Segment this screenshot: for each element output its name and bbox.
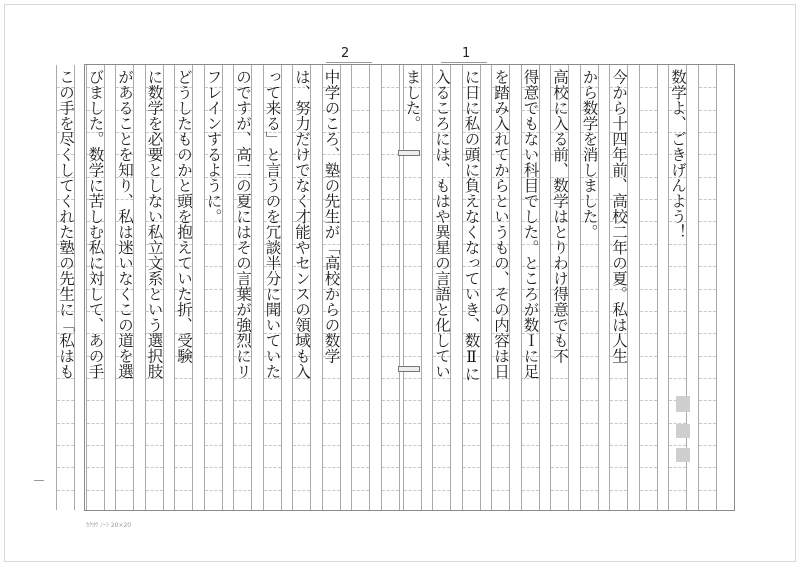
grid-cell-divider bbox=[264, 423, 281, 424]
grid-cell-divider bbox=[640, 445, 657, 446]
grid-cell-divider bbox=[352, 221, 369, 222]
grid-cell-divider bbox=[699, 244, 716, 245]
grid-cell-divider bbox=[640, 110, 657, 111]
grid-cell-divider bbox=[87, 445, 104, 446]
grid-cell-divider bbox=[669, 490, 686, 491]
grid-cell-divider bbox=[581, 244, 598, 245]
grid-cell-divider bbox=[352, 311, 369, 312]
grid-cell-divider bbox=[382, 445, 399, 446]
grid-cell-divider bbox=[382, 199, 399, 200]
manuscript-line: フレインするように。 bbox=[204, 69, 223, 224]
redacted-name-block bbox=[676, 424, 690, 438]
grid-cell-divider bbox=[699, 177, 716, 178]
grid-cell-divider bbox=[610, 445, 627, 446]
grid-cell-divider bbox=[404, 132, 421, 133]
grid-cell-divider bbox=[640, 87, 657, 88]
grid-cell-divider bbox=[610, 467, 627, 468]
grid-cell-divider bbox=[146, 445, 163, 446]
grid-cell-divider bbox=[205, 311, 222, 312]
binding-mark-top bbox=[398, 150, 420, 156]
grid-cell-divider bbox=[175, 490, 192, 491]
manuscript-line: びました。数学に苦しむ私に対して、あの手 bbox=[86, 69, 105, 379]
grid-cell-divider bbox=[146, 490, 163, 491]
grid-cell-divider bbox=[551, 400, 568, 401]
grid-cell-divider bbox=[116, 423, 133, 424]
grid-cell-divider bbox=[463, 423, 480, 424]
manuscript-line: を踏み入れてからというもの、その内容は日 bbox=[492, 69, 510, 379]
grid-cell-divider bbox=[293, 423, 310, 424]
grid-cell-divider bbox=[699, 311, 716, 312]
grid-cell-divider bbox=[581, 266, 598, 267]
grid-cell-divider bbox=[352, 445, 369, 446]
grid-cell-divider bbox=[640, 221, 657, 222]
grid-cell-divider bbox=[87, 467, 104, 468]
grid-cell-divider bbox=[669, 356, 686, 357]
manuscript-line: ました。 bbox=[403, 69, 422, 131]
grid-cell-divider bbox=[352, 244, 369, 245]
grid-cell-divider bbox=[205, 356, 222, 357]
grid-cell-divider bbox=[640, 244, 657, 245]
grid-cell-divider bbox=[404, 445, 421, 446]
grid-cell-divider bbox=[492, 423, 509, 424]
grid-cell-divider bbox=[382, 356, 399, 357]
grid-cell-divider bbox=[581, 289, 598, 290]
manuscript-grid bbox=[57, 64, 735, 511]
grid-cell-divider bbox=[433, 490, 450, 491]
grid-cell-divider bbox=[382, 289, 399, 290]
grid-cell-divider bbox=[669, 311, 686, 312]
grid-cell-divider bbox=[382, 266, 399, 267]
grid-cell-divider bbox=[404, 400, 421, 401]
grid-cell-divider bbox=[57, 490, 74, 491]
grid-cell-divider bbox=[699, 467, 716, 468]
grid-cell-divider bbox=[352, 423, 369, 424]
grid-cell-divider bbox=[57, 400, 74, 401]
grid-cell-divider bbox=[382, 177, 399, 178]
grid-cell-divider bbox=[610, 400, 627, 401]
grid-cell-divider bbox=[699, 199, 716, 200]
grid-cell-divider bbox=[640, 289, 657, 290]
grid-cell-divider bbox=[699, 378, 716, 379]
grid-cell-divider bbox=[323, 378, 340, 379]
grid-cell-divider bbox=[699, 266, 716, 267]
footer-text: ｶｸﾖｳ ﾉｰﾄ 20×20 bbox=[86, 522, 132, 529]
grid-cell-divider bbox=[323, 400, 340, 401]
manuscript-line: 今から十四年前、高校二年の夏。私は人生 bbox=[610, 69, 628, 364]
grid-cell-divider bbox=[205, 244, 222, 245]
grid-cell-divider bbox=[382, 154, 399, 155]
grid-cell-divider bbox=[382, 490, 399, 491]
grid-cell-divider bbox=[581, 333, 598, 334]
grid-cell-divider bbox=[492, 490, 509, 491]
grid-cell-divider bbox=[116, 467, 133, 468]
grid-cell-divider bbox=[352, 177, 369, 178]
manuscript-line: どうしたものかと頭を抱えていた折、受験 bbox=[175, 69, 193, 364]
grid-cell-divider bbox=[234, 490, 251, 491]
page-number-underline-right bbox=[441, 62, 487, 63]
grid-cell-divider bbox=[404, 199, 421, 200]
grid-column bbox=[351, 65, 370, 510]
grid-cell-divider bbox=[581, 445, 598, 446]
grid-cell-divider bbox=[264, 467, 281, 468]
grid-cell-divider bbox=[234, 400, 251, 401]
grid-cell-divider bbox=[640, 333, 657, 334]
manuscript-line: に日に私の頭に負えなくなっていき、数Ⅱに bbox=[462, 69, 481, 382]
grid-cell-divider bbox=[352, 490, 369, 491]
grid-cell-divider bbox=[205, 289, 222, 290]
grid-cell-divider bbox=[352, 199, 369, 200]
page-number-underline-left bbox=[326, 62, 372, 63]
grid-cell-divider bbox=[382, 244, 399, 245]
grid-cell-divider bbox=[264, 400, 281, 401]
grid-cell-divider bbox=[404, 333, 421, 334]
grid-cell-divider bbox=[640, 490, 657, 491]
grid-cell-divider bbox=[463, 467, 480, 468]
grid-cell-divider bbox=[492, 445, 509, 446]
grid-cell-divider bbox=[699, 333, 716, 334]
grid-cell-divider bbox=[205, 378, 222, 379]
grid-cell-divider bbox=[352, 333, 369, 334]
grid-cell-divider bbox=[146, 400, 163, 401]
grid-cell-divider bbox=[581, 356, 598, 357]
manuscript-line: 数学よ、ごきげんよう！ bbox=[669, 69, 687, 240]
manuscript-line: 中学のころ、塾の先生が「高校からの数学 bbox=[322, 69, 341, 364]
grid-cell-divider bbox=[669, 445, 686, 446]
grid-cell-divider bbox=[640, 266, 657, 267]
grid-cell-divider bbox=[581, 423, 598, 424]
grid-cell-divider bbox=[352, 289, 369, 290]
grid-cell-divider bbox=[404, 467, 421, 468]
grid-cell-divider bbox=[522, 423, 539, 424]
grid-cell-divider bbox=[699, 87, 716, 88]
grid-cell-divider bbox=[640, 132, 657, 133]
grid-cell-divider bbox=[352, 154, 369, 155]
grid-cell-divider bbox=[551, 490, 568, 491]
grid-cell-divider bbox=[382, 467, 399, 468]
grid-cell-divider bbox=[492, 400, 509, 401]
grid-cell-divider bbox=[640, 423, 657, 424]
grid-cell-divider bbox=[699, 400, 716, 401]
grid-cell-divider bbox=[382, 132, 399, 133]
grid-cell-divider bbox=[699, 490, 716, 491]
grid-cell-divider bbox=[57, 467, 74, 468]
grid-cell-divider bbox=[404, 266, 421, 267]
grid-cell-divider bbox=[699, 221, 716, 222]
grid-cell-divider bbox=[404, 378, 421, 379]
grid-cell-divider bbox=[669, 244, 686, 245]
grid-cell-divider bbox=[352, 378, 369, 379]
manuscript-line: この手を尽くしてくれた塾の先生に「私はも bbox=[57, 69, 75, 379]
grid-cell-divider bbox=[382, 311, 399, 312]
grid-cell-divider bbox=[146, 423, 163, 424]
grid-cell-divider bbox=[610, 423, 627, 424]
grid-cell-divider bbox=[610, 378, 627, 379]
grid-cell-divider bbox=[669, 333, 686, 334]
grid-cell-divider bbox=[463, 445, 480, 446]
grid-cell-divider bbox=[581, 467, 598, 468]
grid-cell-divider bbox=[87, 400, 104, 401]
grid-cell-divider bbox=[699, 132, 716, 133]
grid-cell-divider bbox=[352, 110, 369, 111]
manuscript-line: 得意でもない科目でした。ところが数Ｉに足 bbox=[521, 69, 540, 379]
grid-cell-divider bbox=[551, 423, 568, 424]
grid-cell-divider bbox=[581, 490, 598, 491]
grid-cell-divider bbox=[205, 266, 222, 267]
manuscript-line: があることを知り、私は迷いなくこの道を選 bbox=[116, 69, 134, 379]
grid-cell-divider bbox=[581, 400, 598, 401]
grid-cell-divider bbox=[669, 378, 686, 379]
grid-cell-divider bbox=[293, 490, 310, 491]
page-number-right: 1 bbox=[462, 46, 471, 61]
binding-mark-bottom bbox=[398, 366, 420, 372]
grid-cell-divider bbox=[234, 423, 251, 424]
grid-cell-divider bbox=[404, 244, 421, 245]
grid-cell-divider bbox=[175, 445, 192, 446]
grid-cell-divider bbox=[264, 490, 281, 491]
grid-cell-divider bbox=[669, 289, 686, 290]
grid-cell-divider bbox=[640, 467, 657, 468]
grid-cell-divider bbox=[352, 467, 369, 468]
grid-cell-divider bbox=[87, 490, 104, 491]
grid-cell-divider bbox=[404, 289, 421, 290]
grid-cell-divider bbox=[382, 221, 399, 222]
grid-cell-divider bbox=[352, 132, 369, 133]
grid-cell-divider bbox=[522, 400, 539, 401]
grid-cell-divider bbox=[205, 490, 222, 491]
grid-column bbox=[403, 65, 422, 510]
grid-cell-divider bbox=[234, 445, 251, 446]
grid-cell-divider bbox=[522, 467, 539, 468]
grid-cell-divider bbox=[492, 467, 509, 468]
grid-cell-divider bbox=[581, 311, 598, 312]
grid-cell-divider bbox=[382, 378, 399, 379]
grid-cell-divider bbox=[640, 378, 657, 379]
grid-cell-divider bbox=[433, 400, 450, 401]
grid-cell-divider bbox=[522, 490, 539, 491]
grid-cell-divider bbox=[116, 490, 133, 491]
grid-cell-divider bbox=[699, 289, 716, 290]
grid-cell-divider bbox=[640, 356, 657, 357]
redacted-name-block bbox=[676, 448, 690, 462]
grid-cell-divider bbox=[352, 87, 369, 88]
grid-cell-divider bbox=[433, 467, 450, 468]
grid-cell-divider bbox=[293, 445, 310, 446]
grid-cell-divider bbox=[116, 445, 133, 446]
manuscript-line: のですが、高二の夏にはその言葉が強烈にリ bbox=[234, 69, 252, 379]
grid-cell-divider bbox=[323, 490, 340, 491]
grid-cell-divider bbox=[382, 423, 399, 424]
grid-cell-divider bbox=[175, 467, 192, 468]
grid-cell-divider bbox=[205, 445, 222, 446]
grid-cell-divider bbox=[433, 423, 450, 424]
grid-cell-divider bbox=[175, 423, 192, 424]
manuscript-line: 高校に入る前、数学はとりわけ得意でも不 bbox=[551, 69, 569, 364]
grid-cell-divider bbox=[175, 378, 192, 379]
grid-cell-divider bbox=[699, 110, 716, 111]
grid-column bbox=[639, 65, 658, 510]
grid-cell-divider bbox=[146, 467, 163, 468]
redacted-name-block bbox=[676, 396, 690, 412]
grid-cell-divider bbox=[669, 266, 686, 267]
grid-cell-divider bbox=[404, 490, 421, 491]
grid-cell-divider bbox=[522, 445, 539, 446]
grid-cell-divider bbox=[293, 400, 310, 401]
grid-cell-divider bbox=[581, 378, 598, 379]
grid-cell-divider bbox=[699, 445, 716, 446]
grid-cell-divider bbox=[382, 110, 399, 111]
grid-cell-divider bbox=[205, 333, 222, 334]
grid-column bbox=[381, 65, 400, 510]
grid-cell-divider bbox=[205, 467, 222, 468]
grid-cell-divider bbox=[382, 333, 399, 334]
manuscript-line: 入るころには、もはや異星の言語と化してい bbox=[433, 69, 451, 379]
grid-cell-divider bbox=[382, 400, 399, 401]
grid-cell-divider bbox=[404, 311, 421, 312]
margin-tick bbox=[34, 480, 44, 481]
grid-cell-divider bbox=[463, 490, 480, 491]
grid-cell-divider bbox=[699, 356, 716, 357]
grid-cell-divider bbox=[352, 400, 369, 401]
grid-cell-divider bbox=[640, 177, 657, 178]
grid-cell-divider bbox=[57, 445, 74, 446]
grid-cell-divider bbox=[382, 87, 399, 88]
grid-cell-divider bbox=[640, 199, 657, 200]
grid-cell-divider bbox=[293, 467, 310, 468]
grid-cell-divider bbox=[57, 423, 74, 424]
grid-cell-divider bbox=[205, 423, 222, 424]
grid-cell-divider bbox=[205, 400, 222, 401]
manuscript-line: に数学を必要としない私立文系という選択肢 bbox=[145, 69, 164, 379]
grid-cell-divider bbox=[669, 467, 686, 468]
grid-cell-divider bbox=[551, 445, 568, 446]
grid-cell-divider bbox=[551, 467, 568, 468]
grid-cell-divider bbox=[433, 445, 450, 446]
grid-cell-divider bbox=[404, 356, 421, 357]
grid-cell-divider bbox=[323, 445, 340, 446]
grid-cell-divider bbox=[640, 154, 657, 155]
grid-cell-divider bbox=[404, 423, 421, 424]
page-number-left: 2 bbox=[341, 46, 350, 61]
grid-cell-divider bbox=[264, 445, 281, 446]
manuscript-line: から数学を消しました。 bbox=[580, 69, 599, 240]
grid-cell-divider bbox=[116, 400, 133, 401]
grid-cell-divider bbox=[699, 423, 716, 424]
grid-cell-divider bbox=[323, 467, 340, 468]
grid-cell-divider bbox=[234, 467, 251, 468]
grid-cell-divider bbox=[404, 221, 421, 222]
grid-cell-divider bbox=[640, 311, 657, 312]
grid-cell-divider bbox=[699, 154, 716, 155]
grid-cell-divider bbox=[551, 378, 568, 379]
grid-cell-divider bbox=[352, 356, 369, 357]
grid-cell-divider bbox=[87, 423, 104, 424]
grid-cell-divider bbox=[323, 423, 340, 424]
grid-column bbox=[698, 65, 717, 510]
manuscript-line: って来る」と言うのを冗談半分に聞いていた bbox=[263, 69, 282, 379]
grid-cell-divider bbox=[175, 400, 192, 401]
manuscript-line: は、努力だけでなく才能やセンスの領域も入 bbox=[293, 69, 311, 379]
grid-cell-divider bbox=[610, 490, 627, 491]
grid-cell-divider bbox=[640, 400, 657, 401]
grid-cell-divider bbox=[463, 400, 480, 401]
grid-cell-divider bbox=[404, 177, 421, 178]
grid-cell-divider bbox=[352, 266, 369, 267]
